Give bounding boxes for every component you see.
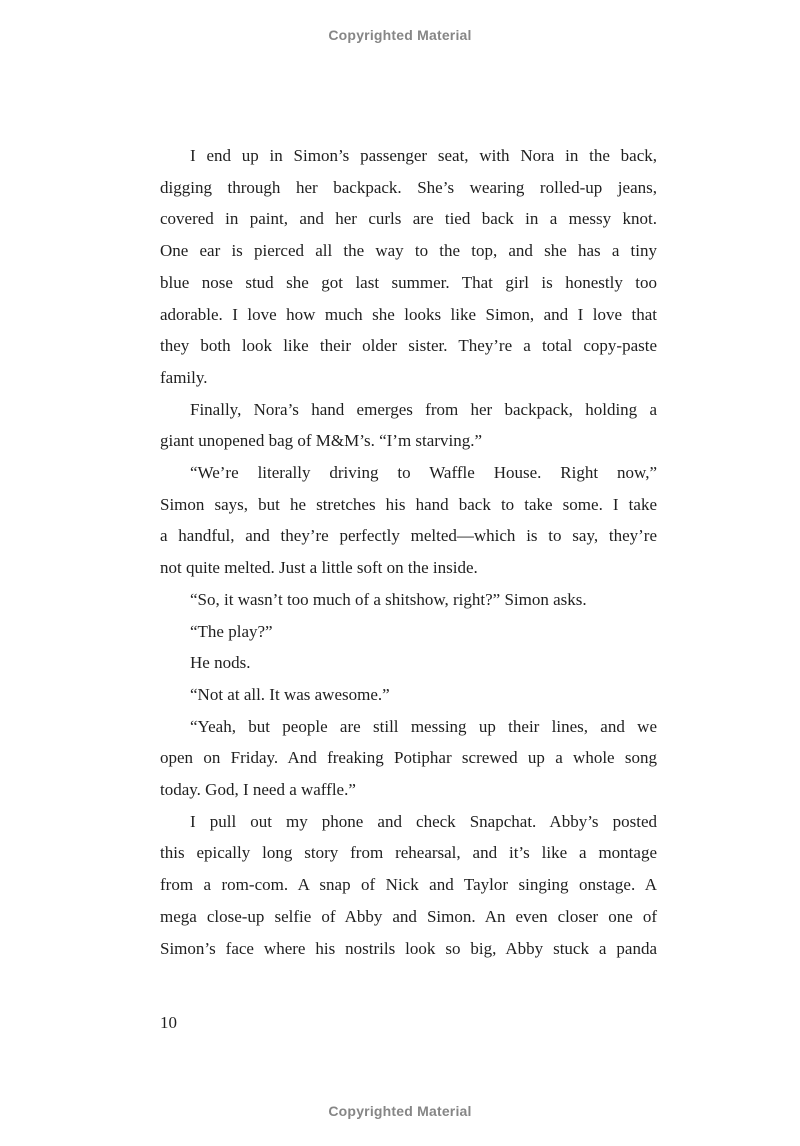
text-line: Simon says, but he stretches his hand back to take some. I take <box>160 494 657 514</box>
text-line: this epically long story from rehearsal, and it’s like a montage <box>160 843 657 863</box>
text-line: mega close-up selfie of Abby and Simon. An even closer one of <box>160 906 657 926</box>
copyright-banner-bottom: Copyrighted Material <box>328 1103 472 1119</box>
text-line: One ear is pierced all the way to the top, and she has a tiny <box>160 241 657 261</box>
text-line: digging through her backpack. She’s wearing rolled-up jeans, <box>160 177 657 197</box>
text-line: blue nose stud she got last summer. That girl is honestly too <box>160 272 657 292</box>
text-line: family. <box>160 367 208 387</box>
copyright-banner-top: Copyrighted Material <box>328 27 472 43</box>
body-text <box>160 140 657 964</box>
text-line: open on Friday. And freaking Potiphar screwed up a whole song <box>160 748 657 768</box>
text-line: “Yeah, but people are still messing up their lines, and we <box>190 716 657 736</box>
text-line: today. God, I need a waffle.” <box>160 780 356 800</box>
page-number: 10 <box>160 1013 177 1032</box>
text-line: not quite melted. Just a little soft on the inside. <box>160 558 478 578</box>
text-line: “We’re literally driving to Waffle House. Right now,” <box>190 463 657 483</box>
text-line: giant unopened bag of M&M’s. “I’m starving.” <box>160 431 482 451</box>
text-line: I end up in Simon’s passenger seat, with Nora in the back, <box>190 146 657 165</box>
text-line: Simon’s face where his nostrils look so big, Abby stuck a panda <box>160 938 657 958</box>
text-line: “The play?” <box>190 621 273 641</box>
text-line: a handful, and they’re perfectly melted—which is to say, they’re <box>160 526 657 546</box>
text-line: covered in paint, and her curls are tied back in a messy knot. <box>160 209 657 229</box>
text-line: they both look like their older sister. They’re a total copy-paste <box>160 336 657 356</box>
text-line: Finally, Nora’s hand emerges from her backpack, holding a <box>190 399 657 419</box>
text-line: He nods. <box>190 653 251 673</box>
text-line: adorable. I love how much she looks like Simon, and I love that <box>160 304 657 324</box>
text-line: I pull out my phone and check Snapchat. Abby’s posted <box>190 811 657 831</box>
text-line: from a rom-com. A snap of Nick and Taylor singing onstage. A <box>160 875 657 895</box>
text-line: “Not at all. It was awesome.” <box>190 684 390 704</box>
text-line: “So, it wasn’t too much of a shitshow, right?” Simon asks. <box>190 589 587 609</box>
